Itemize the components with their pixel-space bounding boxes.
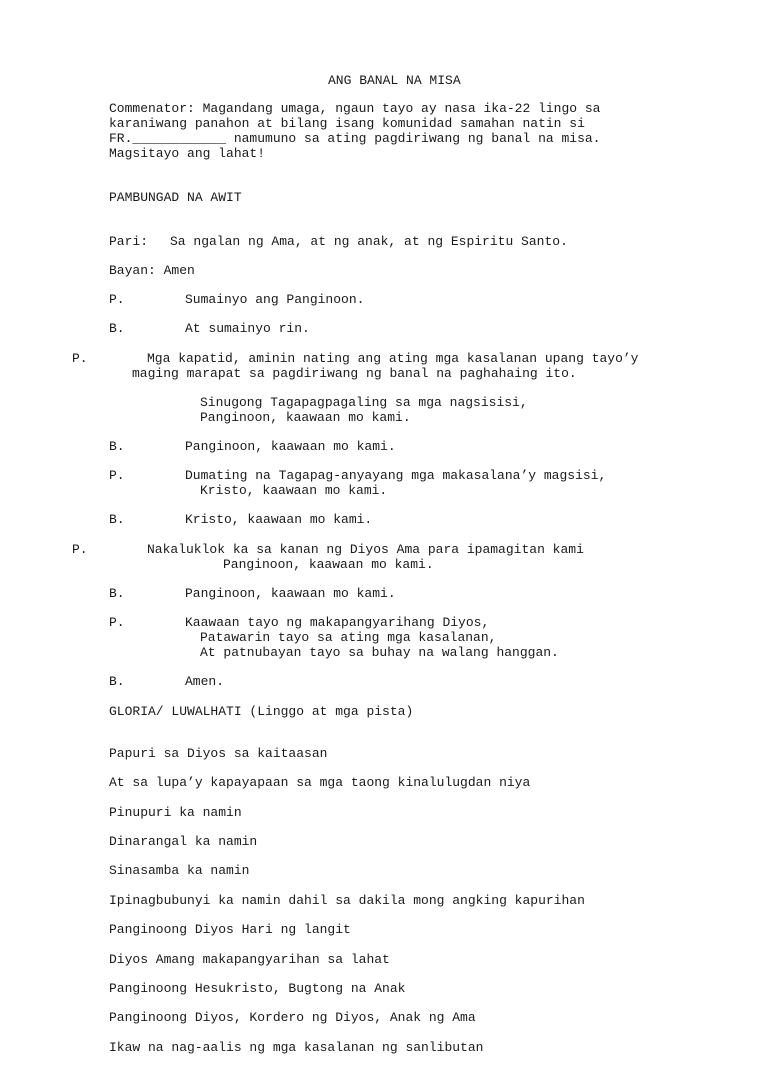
- speaker-label: P.: [109, 468, 125, 483]
- priest-line: maging marapat sa pagdiriwang ng banal na paghahaing ito.: [132, 366, 577, 381]
- speaker-label: P.: [109, 292, 125, 307]
- speaker-label: P.: [72, 351, 88, 366]
- priest-line: Kaawaan tayo ng makapangyarihang Diyos,: [185, 615, 490, 630]
- gloria-line: Papuri sa Diyos sa kaitaasan: [109, 745, 328, 761]
- gloria-line: Diyos Amang makapangyarihan sa lahat: [109, 951, 390, 967]
- people-line: Panginoon, kaawaan mo kami.: [185, 586, 396, 601]
- bayan-line: Bayan: Amen: [109, 263, 195, 278]
- section-heading-pambungad: PAMBUNGAD NA AWIT: [109, 190, 242, 205]
- priest-line: Patawarin tayo sa ating mga kasalanan,: [200, 630, 497, 645]
- gloria-line: Panginoong Hesukristo, Bugtong na Anak: [109, 980, 406, 996]
- people-line: At sumainyo rin.: [185, 321, 310, 336]
- gloria-line: Panginoong Diyos Hari ng langit: [109, 922, 351, 938]
- commentator-line: Commenator: Magandang umaga, ngaun tayo ay nasa ika-22 lingo sa: [109, 101, 601, 116]
- people-line: Amen.: [185, 674, 225, 689]
- speaker-label: B.: [109, 512, 125, 527]
- speaker-label: B.: [109, 439, 125, 454]
- commentator-line: karaniwang panahon at bilang isang komunidad samahan natin si: [109, 116, 585, 131]
- people-line: Kristo, kaawaan mo kami.: [185, 512, 373, 527]
- priest-line: Panginoon, kaawaan mo kami.: [223, 557, 434, 572]
- speaker-label: B.: [109, 586, 125, 601]
- speaker-label: P.: [72, 542, 88, 557]
- pari-line: Sa ngalan ng Ama, at ng anak, at ng Espiritu Santo.: [170, 234, 568, 249]
- priest-line: Kristo, kaawaan mo kami.: [200, 483, 388, 498]
- commentator-line: Magsitayo ang lahat!: [109, 146, 266, 161]
- document-title: ANG BANAL NA MISA: [328, 73, 461, 88]
- gloria-line: Sinasamba ka namin: [109, 863, 250, 879]
- gloria-line: Dinarangal ka namin: [109, 833, 258, 849]
- commentator-line: FR.____________ namumuno sa ating pagdiriwang ng banal na misa.: [109, 131, 601, 146]
- speaker-label: B.: [109, 321, 125, 336]
- priest-invocation: Sinugong Tagapagpagaling sa mga nagsisisi,: [200, 395, 528, 410]
- priest-invocation: Panginoon, kaawaan mo kami.: [200, 410, 411, 425]
- speaker-label-pari: Pari:: [109, 234, 149, 249]
- gloria-line: Ikaw na nag-aalis ng mga kasalanan ng sanlibutan: [109, 1039, 484, 1055]
- gloria-text: [109, 732, 585, 1070]
- priest-line: Nakaluklok ka sa kanan ng Diyos Ama para ipamagitan kami: [147, 542, 584, 557]
- gloria-line: Pinupuri ka namin: [109, 804, 242, 820]
- gloria-line: Ipinagbubunyi ka namin dahil sa dakila mong angking kapurihan: [109, 892, 585, 908]
- priest-line: Dumating na Tagapag-anyayang mga makasalana’y magsisi,: [185, 468, 607, 483]
- speaker-label: B.: [109, 674, 125, 689]
- priest-line: At patnubayan tayo sa buhay na walang hanggan.: [200, 645, 559, 660]
- section-heading-gloria: GLORIA/ LUWALHATI (Linggo at mga pista): [109, 704, 414, 719]
- priest-line: Sumainyo ang Panginoon.: [185, 292, 365, 307]
- gloria-line: At sa lupa’y kapayapaan sa mga taong kinalulugdan niya: [109, 775, 531, 791]
- priest-line: Mga kapatid, aminin nating ang ating mga kasalanan upang tayo’y: [147, 351, 639, 366]
- people-line: Panginoon, kaawaan mo kami.: [185, 439, 396, 454]
- gloria-line: Panginoong Diyos, Kordero ng Diyos, Anak ng Ama: [109, 1010, 476, 1026]
- speaker-label: P.: [109, 615, 125, 630]
